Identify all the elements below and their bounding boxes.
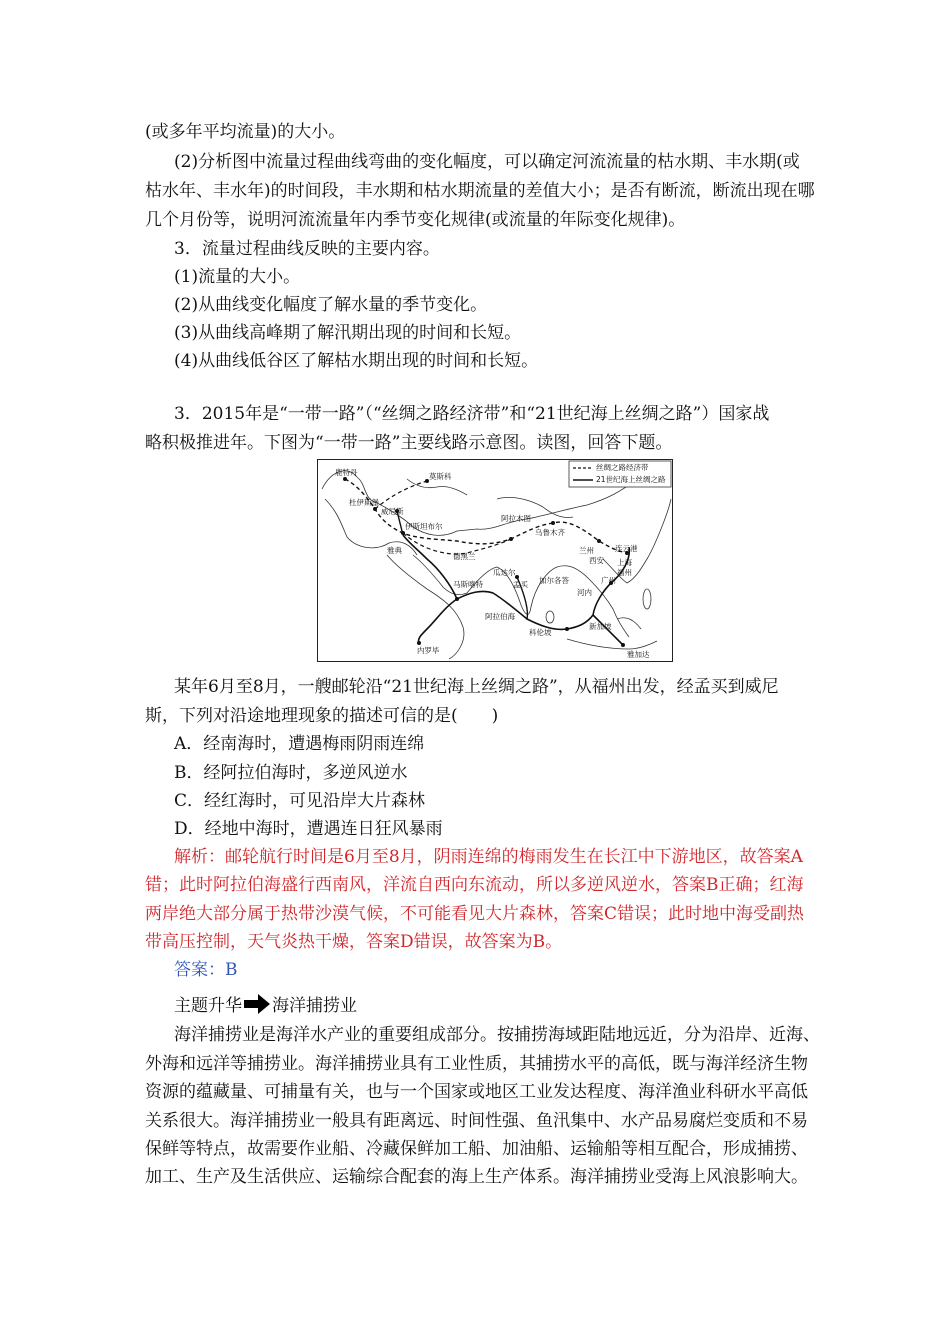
map-label: 科伦坡 (529, 628, 552, 637)
text-line: (或多年平均流量)的大小。 (145, 122, 346, 142)
silk-road-map (317, 459, 673, 662)
question-intro: 略积极推进年。下图为“一带一路”主要线路示意图。读图，回答下题。 (145, 433, 673, 453)
map-label: 兰州 (579, 546, 594, 555)
answer-text: 答案：B (174, 960, 238, 980)
map-legend-maritime-road: 21世纪海上丝绸之路 (596, 475, 666, 484)
map-label: 伊斯坦布尔 (405, 522, 443, 531)
topic-paragraph: 加工、生产及生活供应、运输综合配套的海上生产体系。海洋捕捞业受海上风浪影响大。 (145, 1167, 808, 1187)
text-line: (2)从曲线变化幅度了解水量的季节变化。 (174, 295, 488, 315)
map-label: 鹿特丹 (335, 468, 358, 477)
text-line: (2)分析图中流量过程曲线弯曲的变化幅度，可以确定河流流量的枯水期、丰水期(或 (174, 152, 800, 172)
option-b: B．经阿拉伯海时，多逆风逆水 (174, 763, 408, 783)
text-line: (4)从曲线低谷区了解枯水期出现的时间和长短。 (174, 351, 539, 371)
topic-prefix: 主题升华 (174, 996, 242, 1016)
analysis-text: 两岸绝大部分属于热带沙漠气候，不可能看见大片森林，答案C错误；此时地中海受副热 (145, 904, 805, 924)
question-stem: 某年6月至8月，一艘邮轮沿“21世纪海上丝绸之路”，从福州出发，经孟买到威尼 (174, 677, 779, 697)
topic-title: 海洋捕捞业 (272, 996, 357, 1016)
map-label: 阿拉伯海 (485, 612, 515, 621)
map-label: 加尔各答 (539, 576, 569, 585)
map-label: 威尼斯 (381, 507, 404, 516)
map-label: 乌鲁木齐 (535, 528, 565, 537)
map-label: 杜伊斯堡 (349, 498, 379, 507)
map-label: 马斯喀特 (453, 580, 483, 589)
option-c: C．经红海时，可见沿岸大片森林 (174, 791, 426, 811)
map-label: 莫斯科 (429, 472, 452, 481)
analysis-text: 错；此时阿拉伯海盛行西南风，洋流自西向东流动，所以多逆风逆水，答案B正确；红海 (145, 875, 804, 895)
map-label: 孟买 (513, 580, 528, 589)
text-line: (3)从曲线高峰期了解汛期出现的时间和长短。 (174, 323, 522, 343)
map-label: 广州 (601, 576, 616, 585)
topic-paragraph: 保鲜等特点，故需要作业船、冷藏保鲜加工船、加油船、运输船等相互配合，形成捕捞、 (145, 1139, 808, 1159)
text-line: 3．流量过程曲线反映的主要内容。 (174, 239, 440, 259)
map-label: 上海 (617, 558, 632, 567)
map-label: 德黑兰 (453, 552, 476, 561)
topic-paragraph: 海洋捕捞业是海洋水产业的重要组成部分。按捕捞海域距陆地远近，分为沿岸、近海、 (174, 1025, 820, 1045)
text-line: (1)流量的大小。 (174, 267, 301, 287)
analysis-text: 解析：邮轮航行时间是6月至8月，阴雨连绵的梅雨发生在长江中下游地区，故答案A (174, 847, 803, 867)
map-label: 内罗毕 (417, 646, 440, 655)
topic-paragraph: 外海和远洋等捕捞业。海洋捕捞业具有工业性质，其捕捞水平的高低，既与海洋经济生物 (145, 1054, 808, 1074)
question-stem: 斯，下列对沿途地理现象的描述可信的是( ) (145, 706, 499, 726)
topic-heading (174, 993, 357, 1017)
analysis-text: 带高压控制，天气炎热干燥，答案D错误，故答案为B。 (145, 932, 563, 952)
map-label: 福州 (617, 568, 632, 577)
option-a: A．经南海时，遭遇梅雨阴雨连绵 (174, 734, 425, 754)
map-legend-economic-belt: 丝绸之路经济带 (596, 463, 649, 472)
map-label: 西安 (589, 556, 604, 565)
map-label: 河内 (577, 588, 592, 597)
map-label: 雅加达 (627, 650, 650, 659)
map-label: 新加坡 (589, 622, 612, 631)
question-intro: 3．2015年是“一带一路”（“丝绸之路经济带”和“21世纪海上丝绸之路”）国家战 (174, 404, 770, 424)
map-label: 连云港 (615, 544, 638, 553)
text-line: 几个月份等，说明河流流量年内季节变化规律(或流量的年际变化规律)。 (145, 210, 686, 230)
arrow-right-icon (244, 993, 270, 1015)
topic-paragraph: 关系很大。海洋捕捞业一般具有距离远、时间性强、鱼汛集中、水产品易腐烂变质和不易 (145, 1111, 808, 1131)
map-label: 阿拉木图 (501, 514, 531, 523)
text-line: 枯水年、丰水年)的时间段，丰水期和枯水期流量的差值大小；是否有断流，断流出现在哪 (145, 181, 815, 201)
map-label: 雅典 (387, 546, 402, 555)
option-d: D．经地中海时，遭遇连日狂风暴雨 (174, 819, 443, 839)
map-label: 瓜达尔 (493, 568, 516, 577)
topic-paragraph: 资源的蕴藏量、可捕量有关，也与一个国家或地区工业发达程度、海洋渔业科研水平高低 (145, 1082, 808, 1102)
